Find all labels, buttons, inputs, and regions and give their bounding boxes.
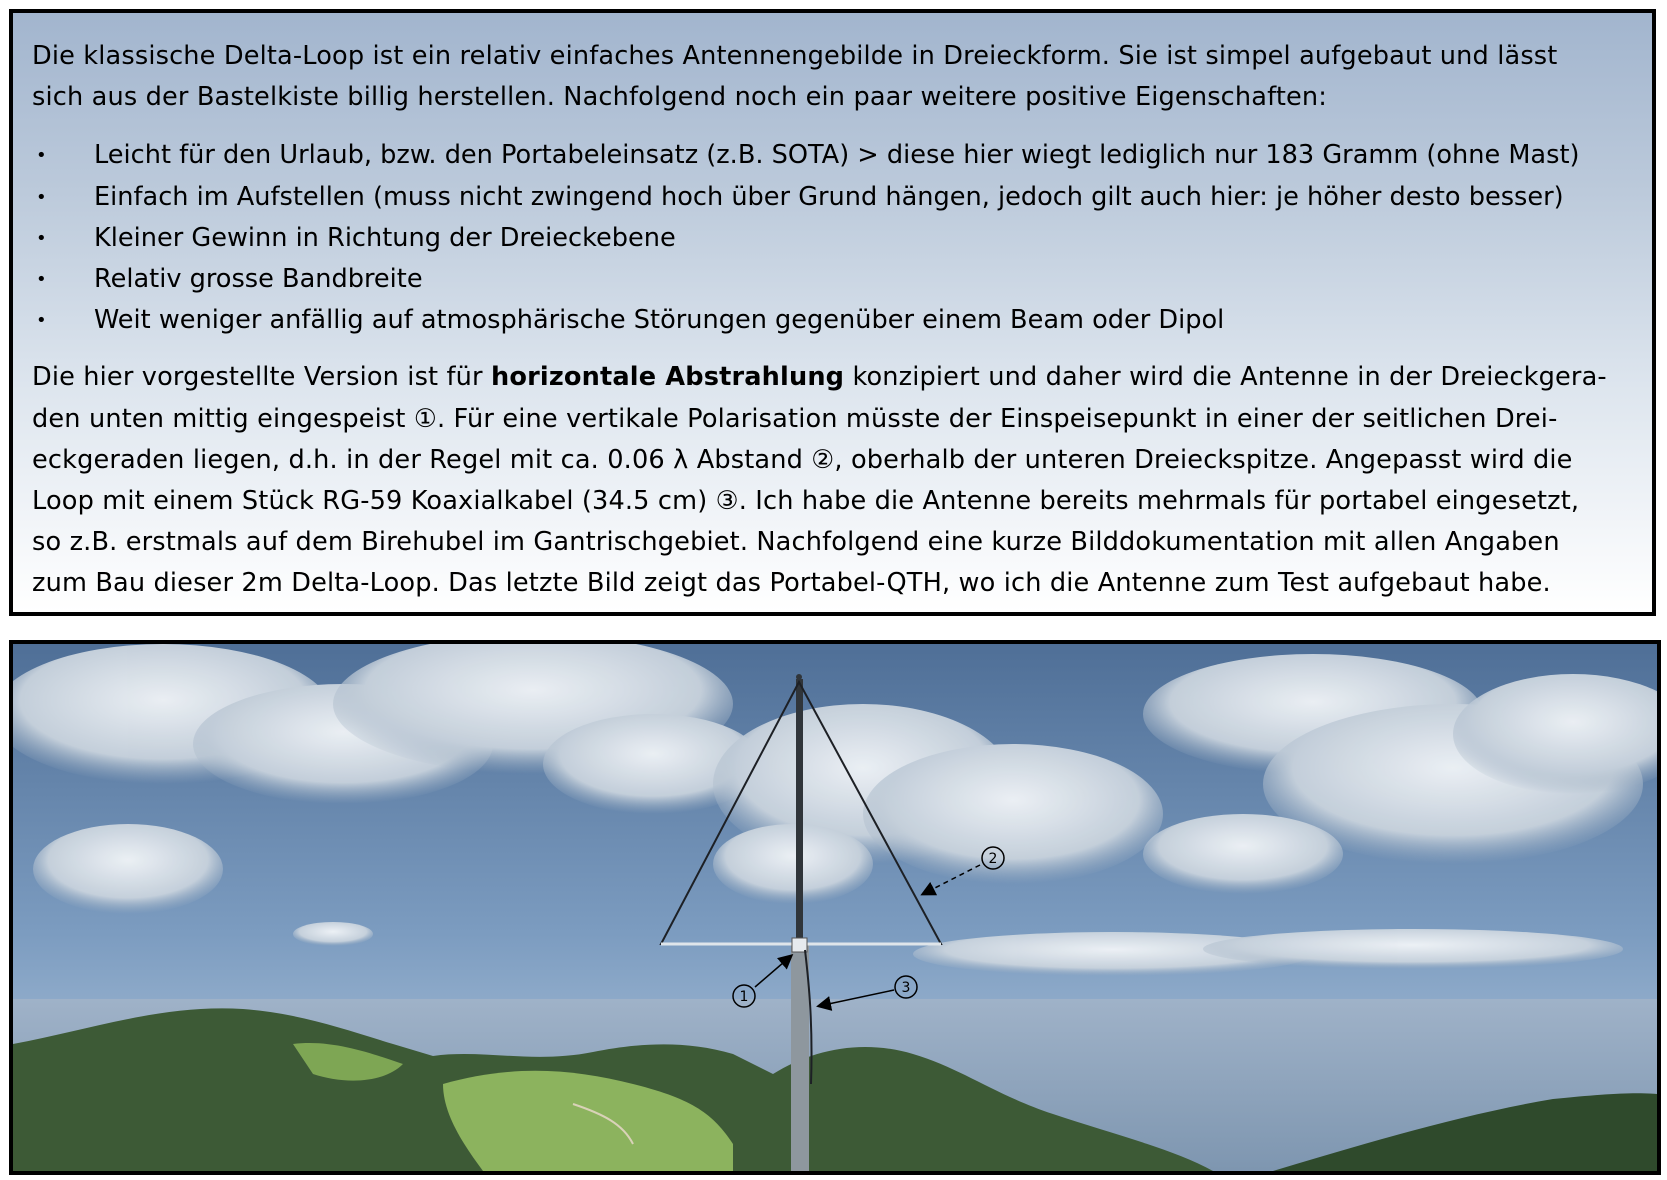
intro-paragraph [32, 36, 1633, 118]
list-item-text: Relativ grosse Bandbreite [94, 264, 423, 295]
list-item [32, 177, 1633, 218]
list-item-text: Leicht für den Urlaub, bzw. den Portabeleinsatz (z.B. SOTA) > diese hier wiegt lediglich nur 183 Gramm (ohne Mast) [94, 140, 1580, 171]
bullet-icon: • [36, 186, 47, 208]
body-text: Die hier vorgestellte Version ist für [32, 362, 492, 393]
body-line [32, 362, 1607, 392]
bullet-icon: • [36, 145, 47, 167]
body-line: so z.B. erstmals auf dem Birehubel im Gantrischgebiet. Nachfolgend eine kurze Bilddokumentation mit allen Angaben [32, 527, 1560, 558]
bullet-icon: • [36, 310, 47, 332]
list-item [32, 300, 1633, 341]
list-item [32, 218, 1633, 259]
body-line: zum Bau dieser 2m Delta-Loop. Das letzte Bild zeigt das Portabel-QTH, wo ich die Antenne zum Test aufgebaut habe. [32, 568, 1551, 599]
body-line: den unten mittig eingespeist ①. Für eine vertikale Polarisation müsste der Einspeisepunkt in einer der seitlichen Drei- [32, 403, 1558, 434]
list-item [32, 135, 1633, 176]
photo-illustration [13, 644, 1657, 1171]
intro-line: sich aus der Bastelkiste billig herstellen. Nachfolgend noch ein paar weitere positive Eigenschaften: [32, 82, 1328, 113]
antenna-photo [9, 640, 1661, 1175]
feature-list [32, 135, 1633, 341]
list-item [32, 259, 1633, 300]
list-item-text: Einfach im Aufstellen (muss nicht zwingend hoch über Grund hängen, jedoch gilt auch hier: je höher desto besser) [94, 181, 1564, 212]
body-line: eckgeraden liegen, d.h. in der Regel mit ca. 0.06 λ Abstand ②, oberhalb der unteren Dreieckspitze. Angepasst wird die [32, 444, 1573, 475]
body-paragraph [32, 357, 1633, 604]
intro-line: Die klassische Delta-Loop ist ein relativ einfaches Antennengebilde in Dreieckform. Sie ist simpel aufgebaut und lässt [32, 41, 1558, 71]
list-item-text: Kleiner Gewinn in Richtung der Dreieckebene [94, 222, 676, 253]
callout-1-label: 1 [739, 989, 749, 1005]
callout-2-label: 2 [988, 851, 998, 867]
body-line: Loop mit einem Stück RG-59 Koaxialkabel (34.5 cm) ③. Ich habe die Antenne bereits mehrmals für portabel eingesetzt, [32, 486, 1580, 517]
callout-3-label: 3 [901, 980, 911, 996]
list-item-text: Weit weniger anfällig auf atmosphärische Störungen gegenüber einem Beam oder Dipol [94, 305, 1225, 336]
text-panel [9, 9, 1656, 616]
bullet-icon: • [36, 227, 47, 249]
feed-point [792, 938, 807, 952]
bold-term: horizontale Abstrahlung [491, 362, 845, 393]
body-text: konzipiert und daher wird die Antenne in der Dreieckgera- [844, 362, 1607, 393]
bullet-icon: • [36, 269, 47, 291]
